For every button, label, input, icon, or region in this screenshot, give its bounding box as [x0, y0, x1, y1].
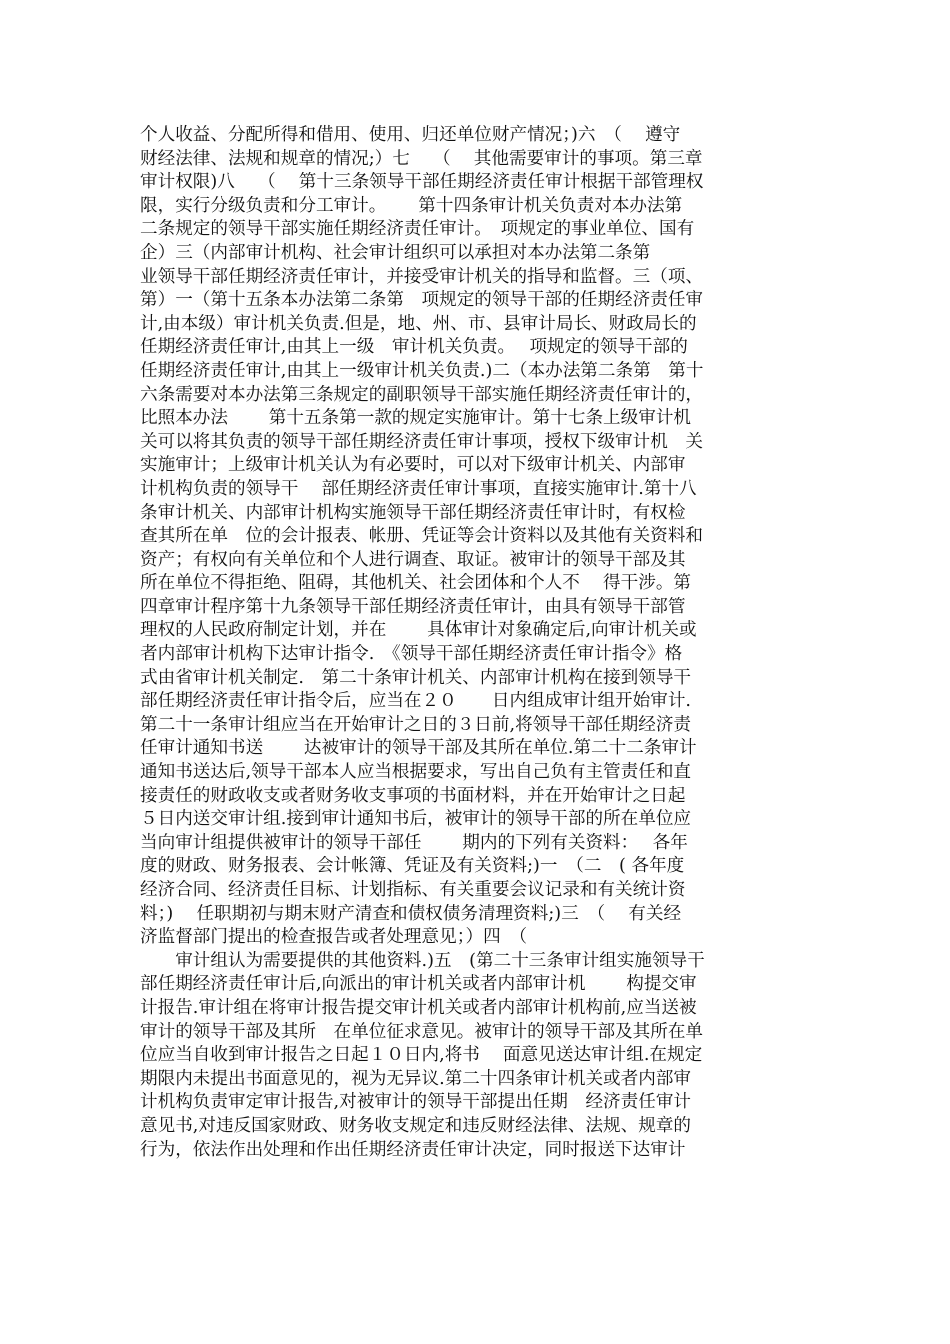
text-line: 所在单位不得拒绝、阻碍，其他机关、社会团体和个人不 得干涉。第	[140, 573, 692, 594]
text-line: 期限内未提出书面意见的，视为无异议.第二十四条审计机关或者内部审	[140, 1068, 692, 1089]
text-line: 行为，依法作出处理和作出任期经济责任审计决定，同时报送下达审计	[140, 1139, 686, 1160]
text-line: 二条规定的领导干部实施任期经济责任审计。 项规定的事业单位、国有	[140, 219, 695, 240]
text-line: 任期经济责任审计,由其上一级审计机关负责.)二（本办法第二条第 第十	[140, 360, 704, 381]
text-line: 审计组认为需要提供的其他资料.)五 (第二十三条审计组实施领导干	[140, 950, 705, 971]
text-line: 通知书送达后,领导干部本人应当根据要求，写出自己负有主管责任和直	[140, 762, 692, 783]
text-line: 条审计机关、内部审计机构实施领导干部任期经济责任审计时，有权检	[140, 502, 686, 523]
text-line: 部任期经济责任审计后,向派出的审计机关或者内部审计机 构提交审	[140, 974, 697, 995]
text-line: 审计的领导干部及其所 在单位征求意见。被审计的领导干部及其所在单	[140, 1021, 704, 1042]
text-line: 六条需要对本办法第三条规定的副职领导干部实施任期经济责任审计的，	[140, 384, 704, 405]
text-line: 审计权限)八 （ 第十三条领导干部任期经济责任审计根据干部管理权	[140, 172, 704, 193]
text-line: 度的财政、财务报表、会计帐簿、凭证及有关资料;)一 （二 ( 各年度	[140, 856, 685, 877]
text-line: 企）三（内部审计机构、社会审计组织可以承担对本办法第二条第	[140, 242, 651, 263]
text-line: 计机构负责的领导干 部任期经济责任审计事项，直接实施审计.第十八	[140, 478, 697, 499]
text-line: 者内部审计机构下达审计指令. 《领导干部任期经济责任审计指令》格	[140, 644, 683, 665]
text-line: 部任期经济责任审计指令后，应当在２０ 日内组成审计组开始审计.	[140, 691, 692, 712]
text-line: 第二十一条审计组应当在开始审计之日的３日前,将领导干部任期经济责	[140, 714, 692, 735]
text-line: 计机构负责审定审计报告,对被审计的领导干部提出任期 经济责任审计	[140, 1092, 692, 1113]
text-line: 理权的人民政府制定计划，并在 具体审计对象确定后,向审计机关或	[140, 620, 697, 641]
text-line: 式由省审计机关制定. 第二十条审计机关、内部审计机构在接到领导干	[140, 667, 692, 688]
text-line: 第）一（第十五条本办法第二条第 项规定的领导干部的任期经济责任审	[140, 290, 704, 311]
text-line: 意见书,对违反国家财政、财务收支规定和违反财经法律、法规、规章的	[140, 1115, 692, 1136]
text-line: 四章审计程序第十九条领导干部任期经济责任审计，由具有领导干部管	[140, 596, 686, 617]
document-page	[140, 124, 812, 1162]
text-line: 济监督部门提出的检查报告或者处理意见；）四 （	[140, 927, 528, 948]
text-line: 任期经济责任审计,由其上一级 审计机关负责。 项规定的领导干部的	[140, 337, 688, 358]
text-line: 资产；有权向有关单位和个人进行调查、取证。被审计的领导干部及其	[140, 549, 686, 570]
text-line: 位应当自收到审计报告之日起１０日内,将书 面意见送达审计组.在规定	[140, 1045, 703, 1066]
text-line: 计,由本级）审计机关负责.但是，地、州、市、县审计局长、财政局长的	[140, 313, 697, 334]
text-line: 接责任的财政收支或者财务收支事项的书面材料，并在开始审计之日起	[140, 785, 686, 806]
text-line: 任审计通知书送 达被审计的领导干部及其所在单位.第二十二条审计	[140, 738, 697, 759]
text-line: 个人收益、分配所得和借用、使用、归还单位财产情况；)六 （ 遵守	[140, 125, 681, 145]
text-line: 当向审计组提供被审计的领导干部任 期内的下列有关资料： 各年	[140, 832, 688, 853]
text-line: 关可以将其负责的领导干部任期经济责任审计事项，授权下级审计机 关	[140, 431, 704, 452]
text-line: 业领导干部任期经济责任审计，并接受审计机关的指导和监督。三（项、	[140, 266, 704, 287]
text-line: 比照本办法 第十五条第一款的规定实施审计。第十七条上级审计机	[140, 408, 692, 429]
text-line: 查其所在单 位的会计报表、帐册、凭证等会计资料以及其他有关资料和	[140, 526, 704, 547]
text-line: 计报告.审计组在将审计报告提交审计机关或者内部审计机构前,应当送被	[140, 997, 697, 1018]
text-line: 料；) 任职期初与期末财产清查和债权债务清理资料;)三 （ 有关经	[140, 903, 682, 924]
text-line: 经济合同、经济责任目标、计划指标、有关重要会议记录和有关统计资	[140, 880, 686, 900]
text-line: 限，实行分级负责和分工审计。 第十四条审计机关负责对本办法第	[140, 195, 683, 216]
text-line: 实施审计；上级审计机关认为有必要时，可以对下级审计机关、内部审	[140, 455, 686, 476]
text-line: 财经法律、法规和规章的情况;）七 （ 其他需要审计的事项。第三章	[140, 148, 703, 169]
text-line: ５日内送交审计组.接到审计通知书后，被审计的领导干部的所在单位应	[140, 809, 692, 830]
